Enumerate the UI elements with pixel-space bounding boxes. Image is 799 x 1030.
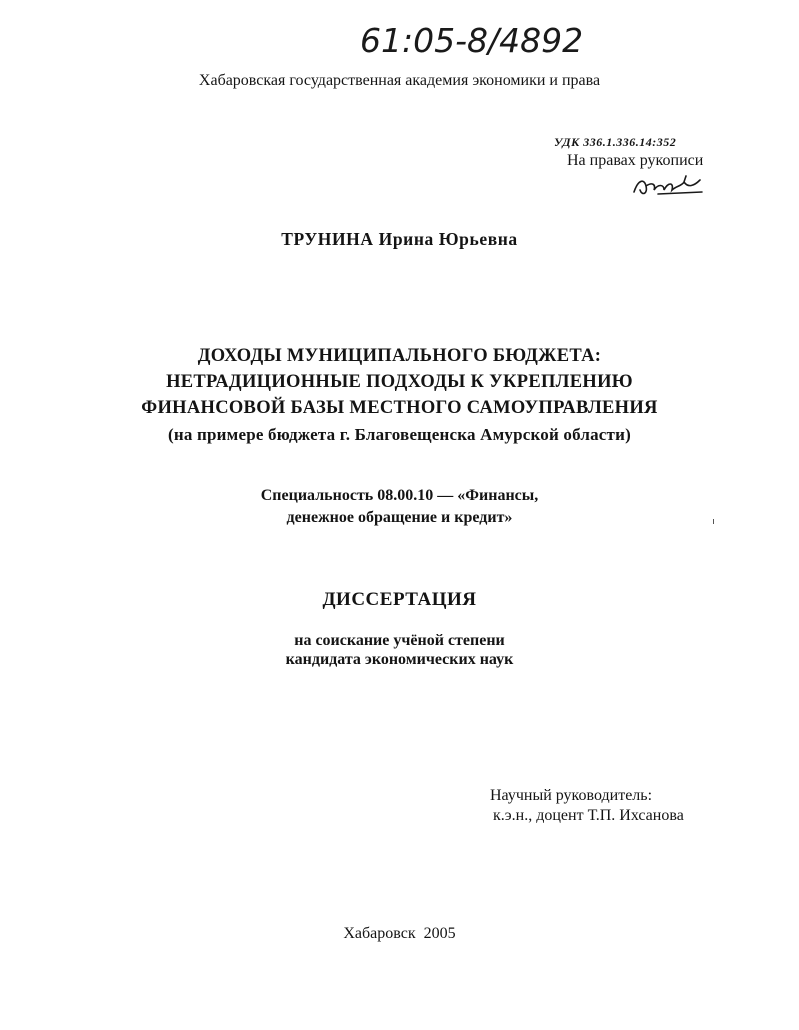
- archive-code: [356, 12, 646, 62]
- scan-speck: [713, 519, 714, 524]
- degree-line-1: на соискание учёной степени: [294, 632, 505, 649]
- specialty-line-2: денежное обращение и кредит»: [286, 509, 513, 526]
- author-name: ТРУНИНА Ирина Юрьевна: [281, 229, 518, 249]
- document-type: ДИССЕРТАЦИЯ: [322, 589, 477, 610]
- dissertation-title-line-2: НЕТРАДИЦИОННЫЕ ПОДХОДЫ К УКРЕПЛЕНИЮ: [166, 372, 633, 392]
- udc-code: УДК 336.1.336.14:352: [554, 135, 677, 149]
- manuscript-rights: На правах рукописи: [567, 152, 704, 169]
- institution-name: Хабаровская государственная академия экономики и права: [198, 72, 601, 89]
- dissertation-title-line-3: ФИНАНСОВОЙ БАЗЫ МЕСТНОГО САМОУПРАВЛЕНИЯ: [141, 398, 658, 418]
- city-year: Хабаровск 2005: [343, 925, 456, 942]
- dissertation-title-subtitle: (на примере бюджета г. Благовещенска Амурской области): [168, 425, 631, 444]
- supervisor-name: к.э.н., доцент Т.П. Ихсанова: [493, 807, 684, 824]
- archive-code-text: 61:05-8/4892: [360, 21, 584, 60]
- signature-image: [628, 172, 718, 200]
- supervisor-label: Научный руководитель:: [490, 787, 653, 804]
- dissertation-title-line-1: ДОХОДЫ МУНИЦИПАЛЬНОГО БЮДЖЕТА:: [197, 346, 602, 366]
- specialty-line-1: Специальность 08.00.10 — «Финансы,: [260, 487, 539, 504]
- degree-line-2: кандидата экономических наук: [285, 651, 514, 668]
